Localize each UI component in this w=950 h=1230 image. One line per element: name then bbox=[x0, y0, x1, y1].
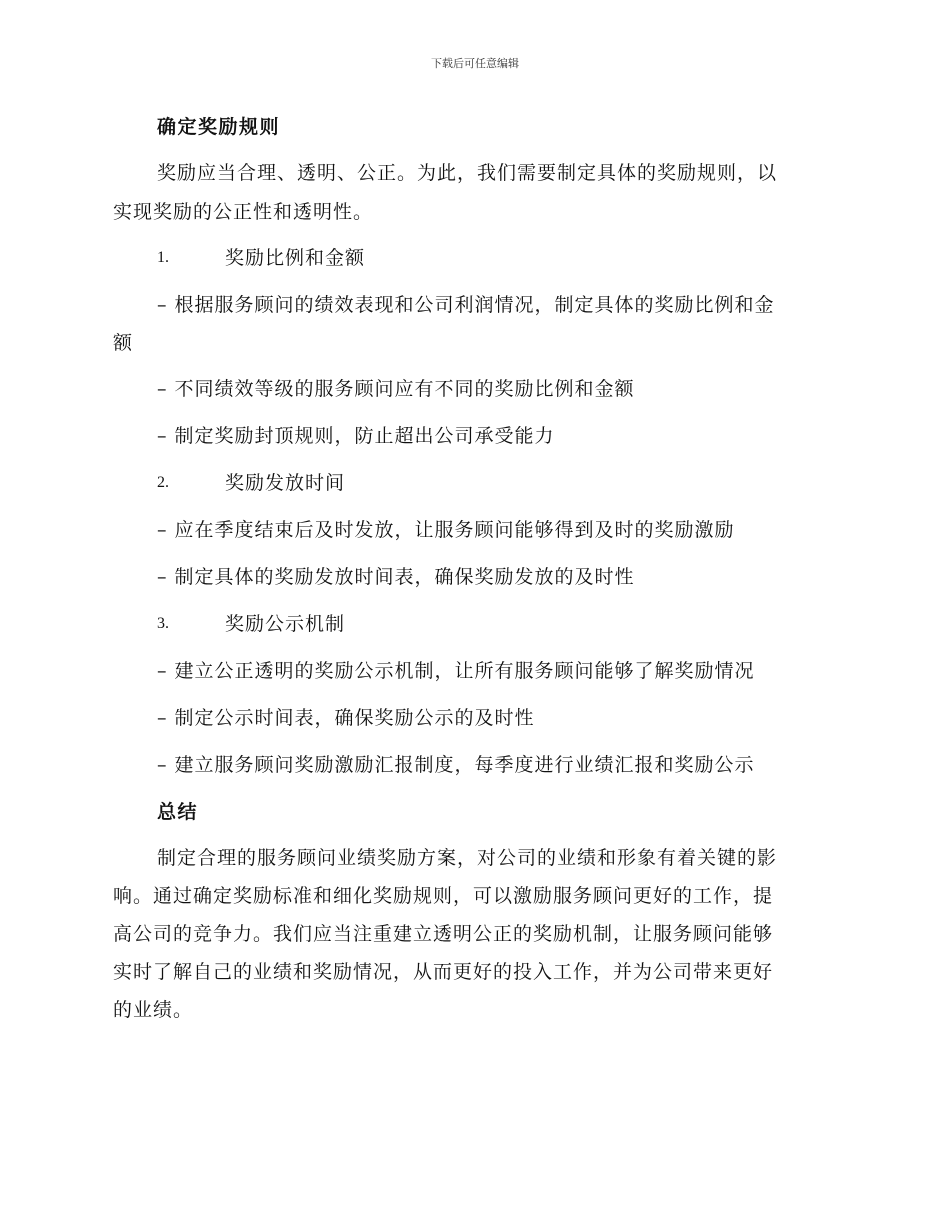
list-number: 2. bbox=[157, 474, 169, 491]
list-heading: 奖励比例和金额 bbox=[225, 247, 366, 269]
list-heading: 奖励公示机制 bbox=[225, 613, 346, 635]
bullet-line: – 应在季度结束后及时发放，让服务顾问能够得到及时的奖励激励 bbox=[157, 519, 735, 541]
section-heading-summary: 总结 bbox=[157, 801, 199, 823]
paragraph-line: 实现奖励的公正性和透明性。 bbox=[113, 201, 374, 223]
bullet-line: – 制定公示时间表，确保奖励公示的及时性 bbox=[157, 707, 535, 729]
paragraph-line: 实时了解自己的业绩和奖励情况，从而更好的投入工作，并为公司带来更好 bbox=[113, 961, 774, 983]
bullet-line: – 不同绩效等级的服务顾问应有不同的奖励比例和金额 bbox=[157, 378, 635, 400]
list-number: 1. bbox=[157, 249, 169, 266]
paragraph-line: 响。通过确定奖励标准和细化奖励规则，可以激励服务顾问更好的工作，提 bbox=[113, 885, 774, 907]
section-heading-rules: 确定奖励规则 bbox=[157, 116, 281, 138]
list-heading: 奖励发放时间 bbox=[225, 472, 346, 494]
list-number: 3. bbox=[157, 615, 169, 632]
bullet-line: – 制定奖励封顶规则，防止超出公司承受能力 bbox=[157, 425, 555, 447]
bullet-line: – 制定具体的奖励发放时间表，确保奖励发放的及时性 bbox=[157, 566, 635, 588]
bullet-line: 额 bbox=[113, 332, 134, 354]
bullet-line: – 根据服务顾问的绩效表现和公司利润情况，制定具体的奖励比例和金 bbox=[157, 294, 775, 316]
paragraph-line: 高公司的竞争力。我们应当注重建立透明公正的奖励机制，让服务顾问能够 bbox=[113, 923, 774, 945]
paragraph-line: 制定合理的服务顾问业绩奖励方案，对公司的业绩和形象有着关键的影 bbox=[157, 847, 778, 869]
bullet-line: – 建立服务顾问奖励激励汇报制度，每季度进行业绩汇报和奖励公示 bbox=[157, 754, 755, 776]
paragraph-line: 的业绩。 bbox=[113, 999, 194, 1021]
paragraph-line: 奖励应当合理、透明、公正。为此，我们需要制定具体的奖励规则，以 bbox=[157, 162, 778, 184]
bullet-line: – 建立公正透明的奖励公示机制，让所有服务顾问能够了解奖励情况 bbox=[157, 660, 755, 682]
page-header: 下载后可任意编辑 bbox=[431, 57, 519, 70]
